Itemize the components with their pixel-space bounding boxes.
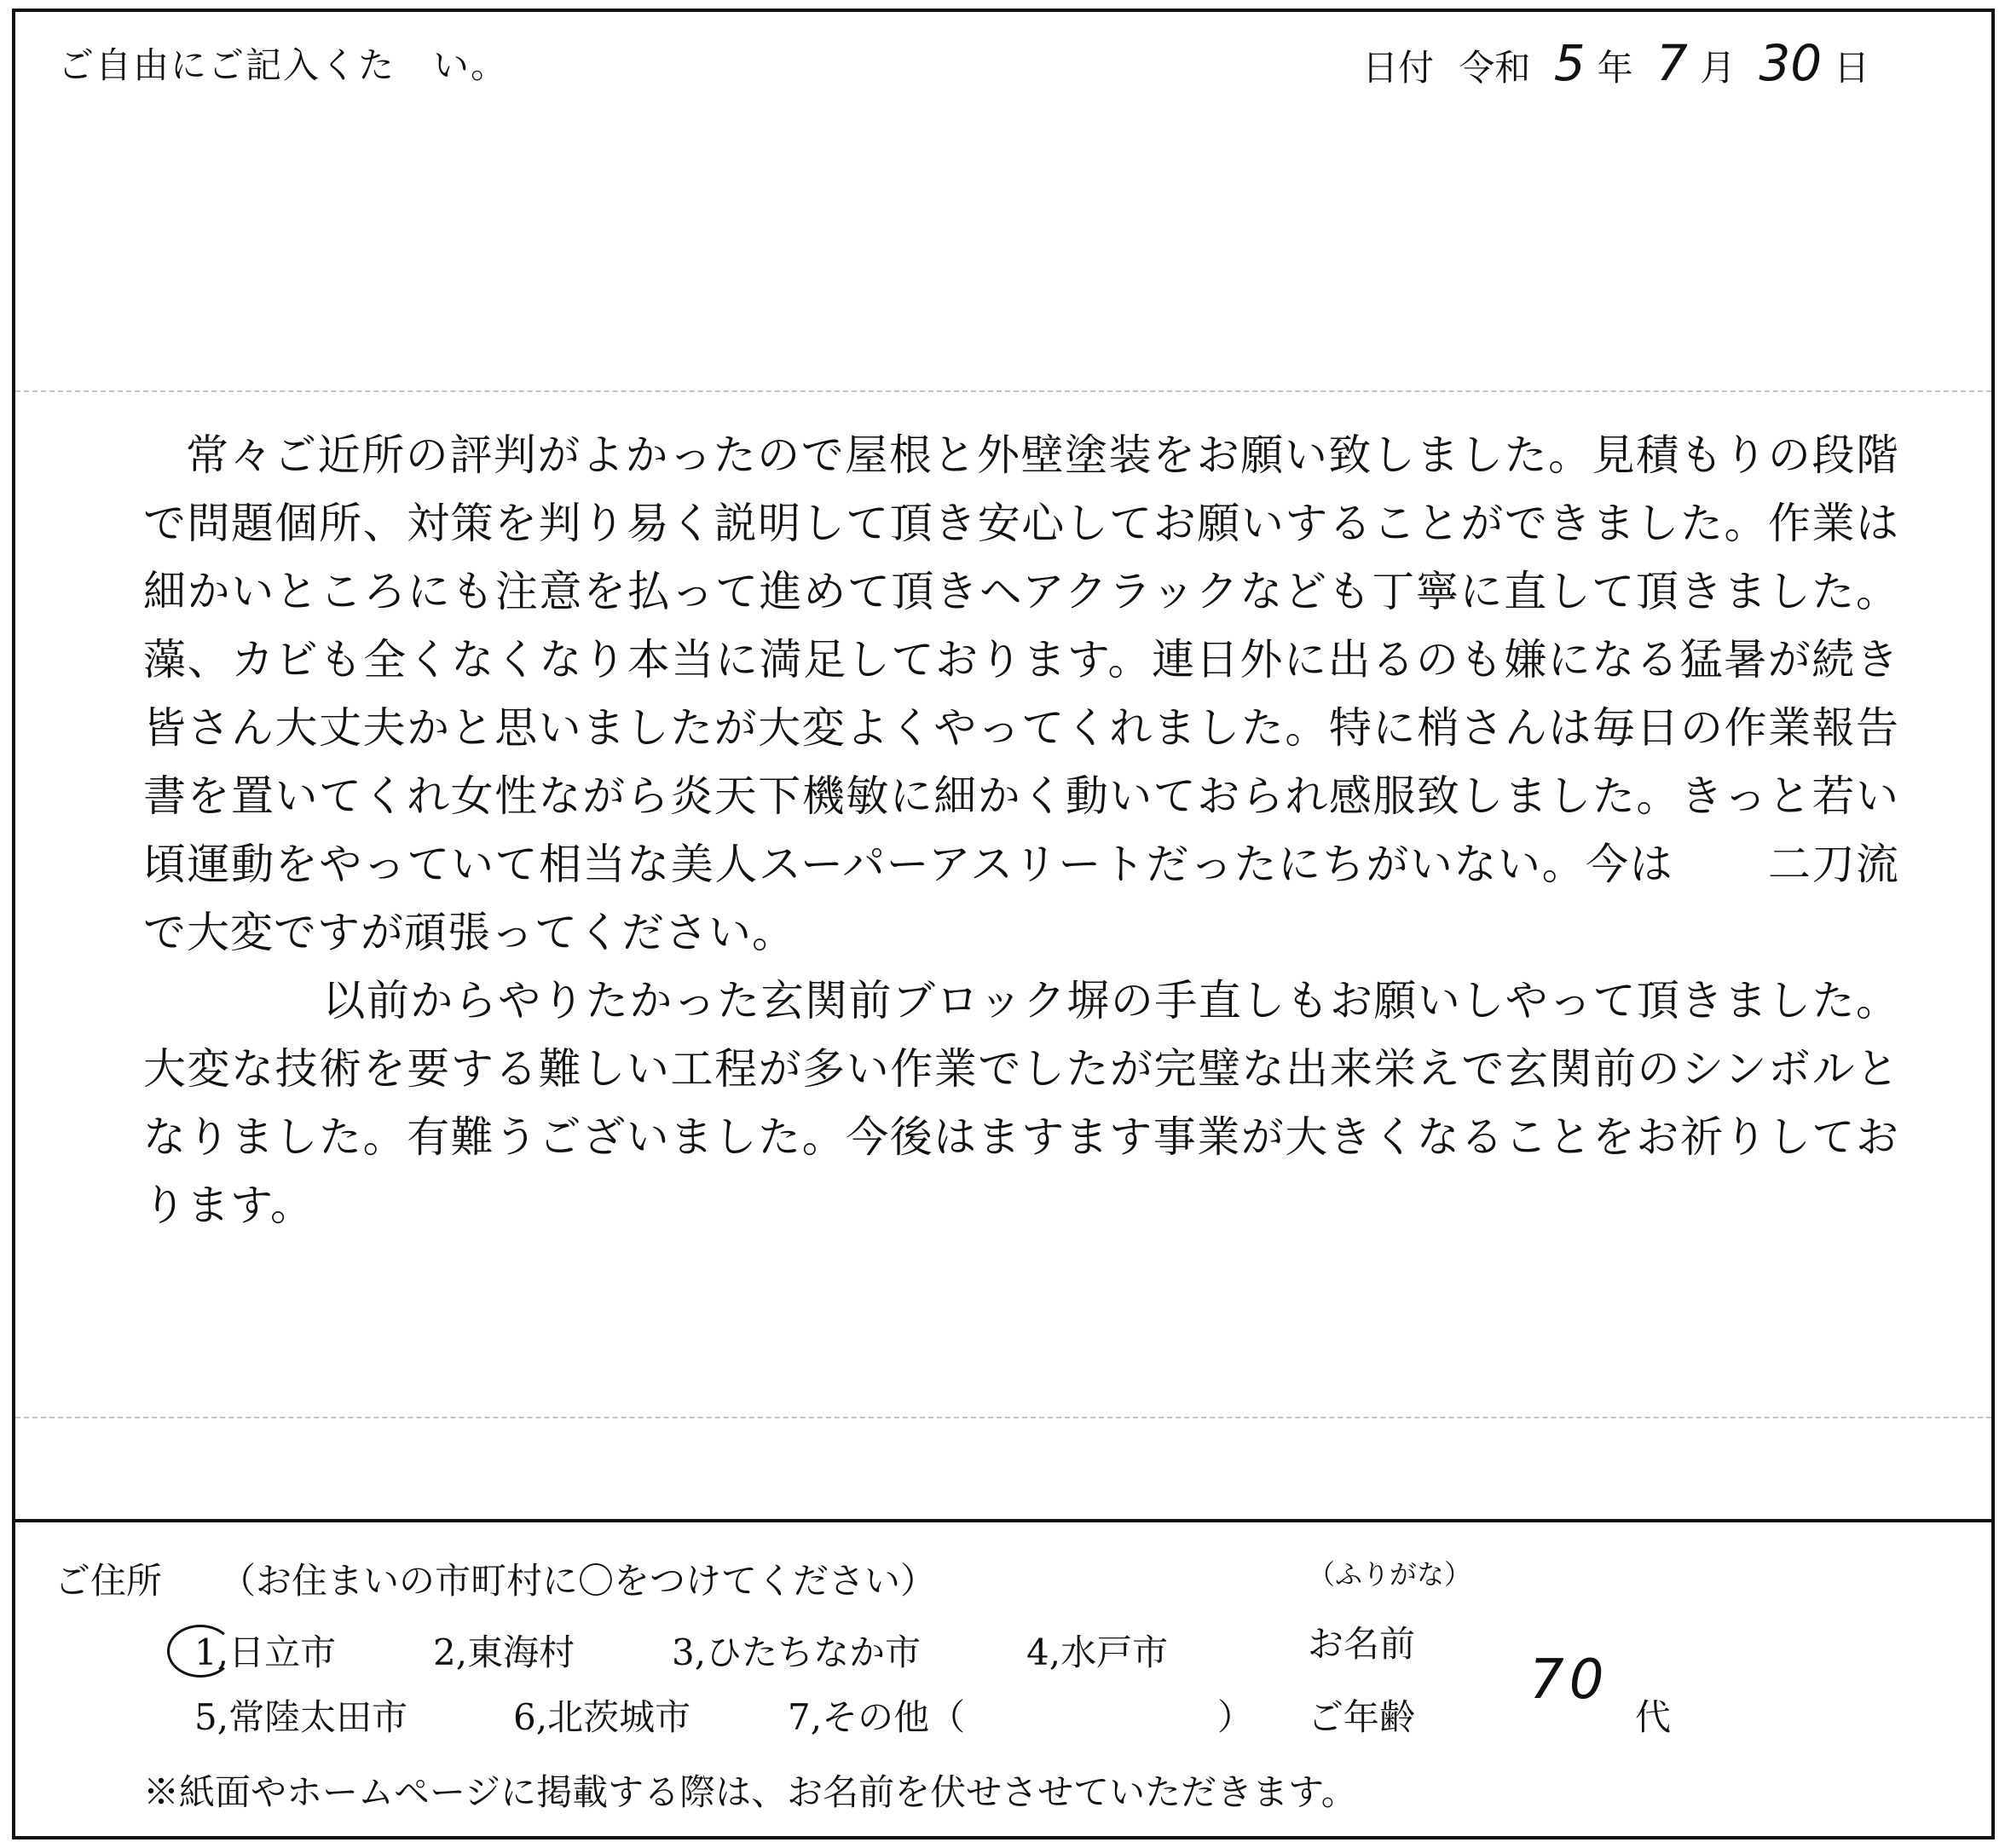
message-text: 二刀流で大変ですが頑張ってください。 [143, 840, 1900, 957]
year-value: 5 [1553, 34, 1586, 92]
address-option-mito[interactable]: 4,水戸市 [1026, 1631, 1169, 1673]
month-unit: 月 [1699, 47, 1736, 89]
message-paragraph [143, 421, 1899, 967]
message-paragraph [143, 967, 1899, 1239]
age-value: 70 [1529, 1649, 1609, 1712]
date-label: 日付 [1362, 47, 1435, 89]
fold-line [15, 390, 1991, 392]
age-label: ご年齢 [1308, 1696, 1416, 1738]
respondent-section [15, 1522, 1991, 1839]
era-label: 令和 [1459, 47, 1531, 89]
date-field [1362, 34, 1869, 92]
day-value: 30 [1759, 34, 1823, 92]
comment-prompt: ご自由にご記入くた い。 [58, 44, 509, 86]
name-label: お名前 [1308, 1623, 1416, 1665]
address-option-tokai[interactable]: 2,東海村 [433, 1631, 575, 1673]
other-close-paren: ） [1217, 1696, 1254, 1738]
furigana-label: （ふりがな） [1308, 1558, 1472, 1591]
message-text: 常々ご近所の評判がよかったので屋根と外壁塗装をお願い致しました。見積もりの段階で問題個所、対策を判り易く説明して頂き安心してお願いすることができました。作業は細かいところにも注意を払って進めて頂きヘアクラックなども丁寧に直して頂きました。藻、カビも全くなくなり本当に満足しております。連日外に出るのも嫌になる猛暑が続き皆さん大丈夫かと思いましたが大変よくやってくれました。特に梢さんは毎日の作業報告書を置いてくれ女性ながら炎天下機敏に細かく動いておられ感服致しました。きっと若い頃運動をやっていて相当な美人スーパーアスリートだったにちがいない。今は [143, 430, 1899, 889]
survey-form [12, 9, 1995, 1839]
address-label: ご住所 [55, 1560, 163, 1602]
age-unit: 代 [1635, 1696, 1672, 1738]
fold-line [15, 1417, 1991, 1418]
address-option-kitaibaraki[interactable]: 6,北茨城市 [513, 1696, 691, 1738]
privacy-note: ※紙面やホームページに掲載する際は、お名前を伏せさせていただきます。 [143, 1771, 1357, 1813]
day-unit: 日 [1834, 47, 1870, 89]
address-option-hitachinaka[interactable]: 3,ひたちなか市 [672, 1631, 922, 1673]
year-unit: 年 [1597, 47, 1633, 89]
message-text: 以前からやりたかった玄関前ブロック塀の手直しもお願いしやって頂きました。大変な技術を要する難しい工程が多い作業でしたが完璧な出来栄えで玄関前のシンボルとなりました。有難うございました。今後はますます事業が大きくなることをお祈りしております。 [143, 976, 1899, 1230]
address-option-other[interactable]: 7,その他（ [788, 1696, 966, 1738]
comment-section [15, 12, 1991, 1522]
address-option-hitachiota[interactable]: 5,常陸太田市 [194, 1696, 408, 1738]
address-option-hitachi[interactable]: 1,日立市 [194, 1631, 337, 1673]
customer-message [143, 421, 1899, 1239]
month-value: 7 [1656, 34, 1688, 92]
address-instruction: （お住まいの市町村に〇をつけてください） [220, 1560, 937, 1602]
